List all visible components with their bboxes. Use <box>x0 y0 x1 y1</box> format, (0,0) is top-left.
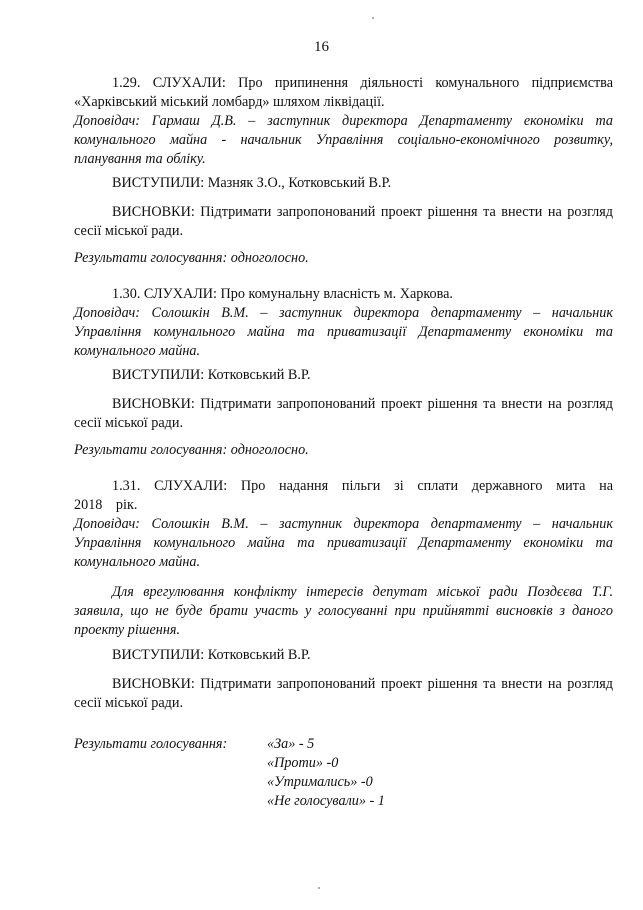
item-1-29-conclusion: ВИСНОВКИ: Підтримати запропонований проект рішення та внести на розгляд сесії міської ради. <box>74 204 613 239</box>
scan-speck <box>372 17 374 19</box>
item-1-31-conflict: Для врегулювання конфлікту інтересів депутат міської ради Поздєєва Т.Г. заявила, що не буде брати участь у голосуванні при прийнятті висновків з даного проекту рішення. <box>74 584 613 638</box>
item-1-31-conclusion: ВИСНОВКИ: Підтримати запропонований проект рішення та внести на розгляд сесії міської ради. <box>74 676 613 711</box>
item-1-30-heard: 1.30. СЛУХАЛИ: Про комунальну власність м. Харкова. <box>112 286 453 302</box>
page-number: 16 <box>314 39 329 55</box>
item-1-31-speaker: Доповідач: Солошкін В.М. – заступник директора департаменту – начальник Управління комунального майна та приватизації Департаменту економіки та комунального майна. <box>74 516 613 570</box>
item-1-30-speaker: Доповідач: Солошкін В.М. – заступник директора департаменту – начальник Управління комунального майна та приватизації Департаменту економіки та комунального майна. <box>74 305 613 359</box>
vote-not-voted: «Не голосували» - 1 <box>267 793 385 809</box>
item-1-30-conclusion: ВИСНОВКИ: Підтримати запропонований проект рішення та внести на розгляд сесії міської ради. <box>74 396 613 431</box>
vote-results-list <box>267 735 385 811</box>
item-1-30-spoke: ВИСТУПИЛИ: Котковський В.Р. <box>112 367 311 383</box>
item-1-31-heard: 1.31. СЛУХАЛИ: Про надання пільги зі сплати державного мита на 2018 рік. <box>74 478 613 513</box>
vote-results-label: Результати голосування: <box>74 736 228 752</box>
vote-abstained: «Утримались» -0 <box>267 774 373 790</box>
item-1-29-speaker: Доповідач: Гармаш Д.В. – заступник директора Департаменту економіки та комунального майна - начальник Управління соціально-економічного розвитку, планування та обліку. <box>74 113 613 167</box>
item-1-30-result: Результати голосування: одноголосно. <box>74 442 309 458</box>
vote-against: «Проти» -0 <box>267 755 339 771</box>
item-1-29-result: Результати голосування: одноголосно. <box>74 250 309 266</box>
item-1-29-heard: 1.29. СЛУХАЛИ: Про припинення діяльності комунального підприємства «Харківський міський ломбард» шляхом ліквідації. <box>74 75 613 110</box>
scan-speck <box>318 887 320 889</box>
vote-for: «За» - 5 <box>267 736 315 752</box>
item-1-31-spoke: ВИСТУПИЛИ: Котковський В.Р. <box>112 647 311 663</box>
item-1-29-spoke: ВИСТУПИЛИ: Мазняк З.О., Котковський В.Р. <box>112 175 392 191</box>
